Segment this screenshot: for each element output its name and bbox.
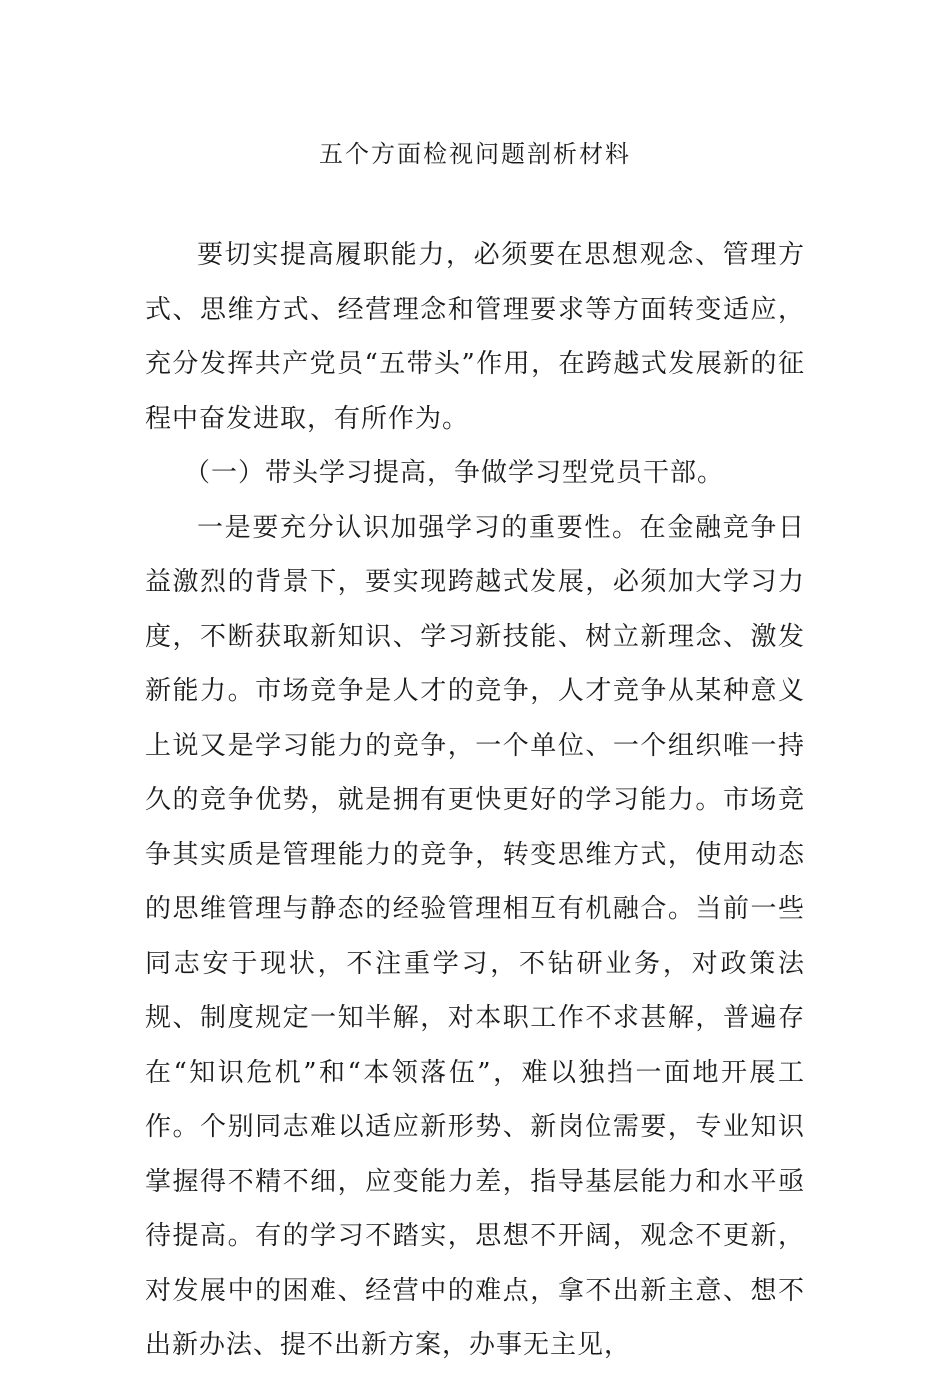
body-paragraph: 一是要充分认识加强学习的重要性。在金融竞争日益激烈的背景下，要实现跨越式发展，必须加大学习力度，不断获取新知识、学习新技能、树立新理念、激发新能力。市场竞争是人才的竞争，人才竞争从某种意义上说又是学习能力的竞争，一个单位、一个组织唯一持久的竞争优势，就是拥有更快更好的学习能力。市场竞争其实质是管理能力的竞争，转变思维方式，使用动态的思维管理与静态的经验管理相互有机融合。当前一些同志安于现状，不注重学习，不钻研业务，对政策法规、制度规定一知半解，对本职工作不求甚解，普遍存在“知识危机”和“本领落伍”，难以独挡一面地开展工作。个别同志难以适应新形势、新岗位需要，专业知识掌握得不精不细，应变能力差，指导基层能力和水平亟待提高。有的学习不踏实，思想不开阔，观念不更新，对发展中的困难、经营中的难点，拿不出新主意、想不出新办法、提不出新方案，办事无主见，: [145, 512, 805, 1360]
document-title: 五个方面检视问题剖析材料: [319, 140, 631, 168]
document-body: [145, 228, 805, 1373]
intro-paragraph: 要切实提高履职能力，必须要在思想观念、管理方式、思维方式、经营理念和管理要求等方面转变适应，充分发挥共产党员“五带头”作用，在跨越式发展新的征程中奋发进取，有所作为。: [145, 240, 805, 434]
section-heading: （一）带头学习提高，争做学习型党员干部。: [184, 458, 725, 488]
